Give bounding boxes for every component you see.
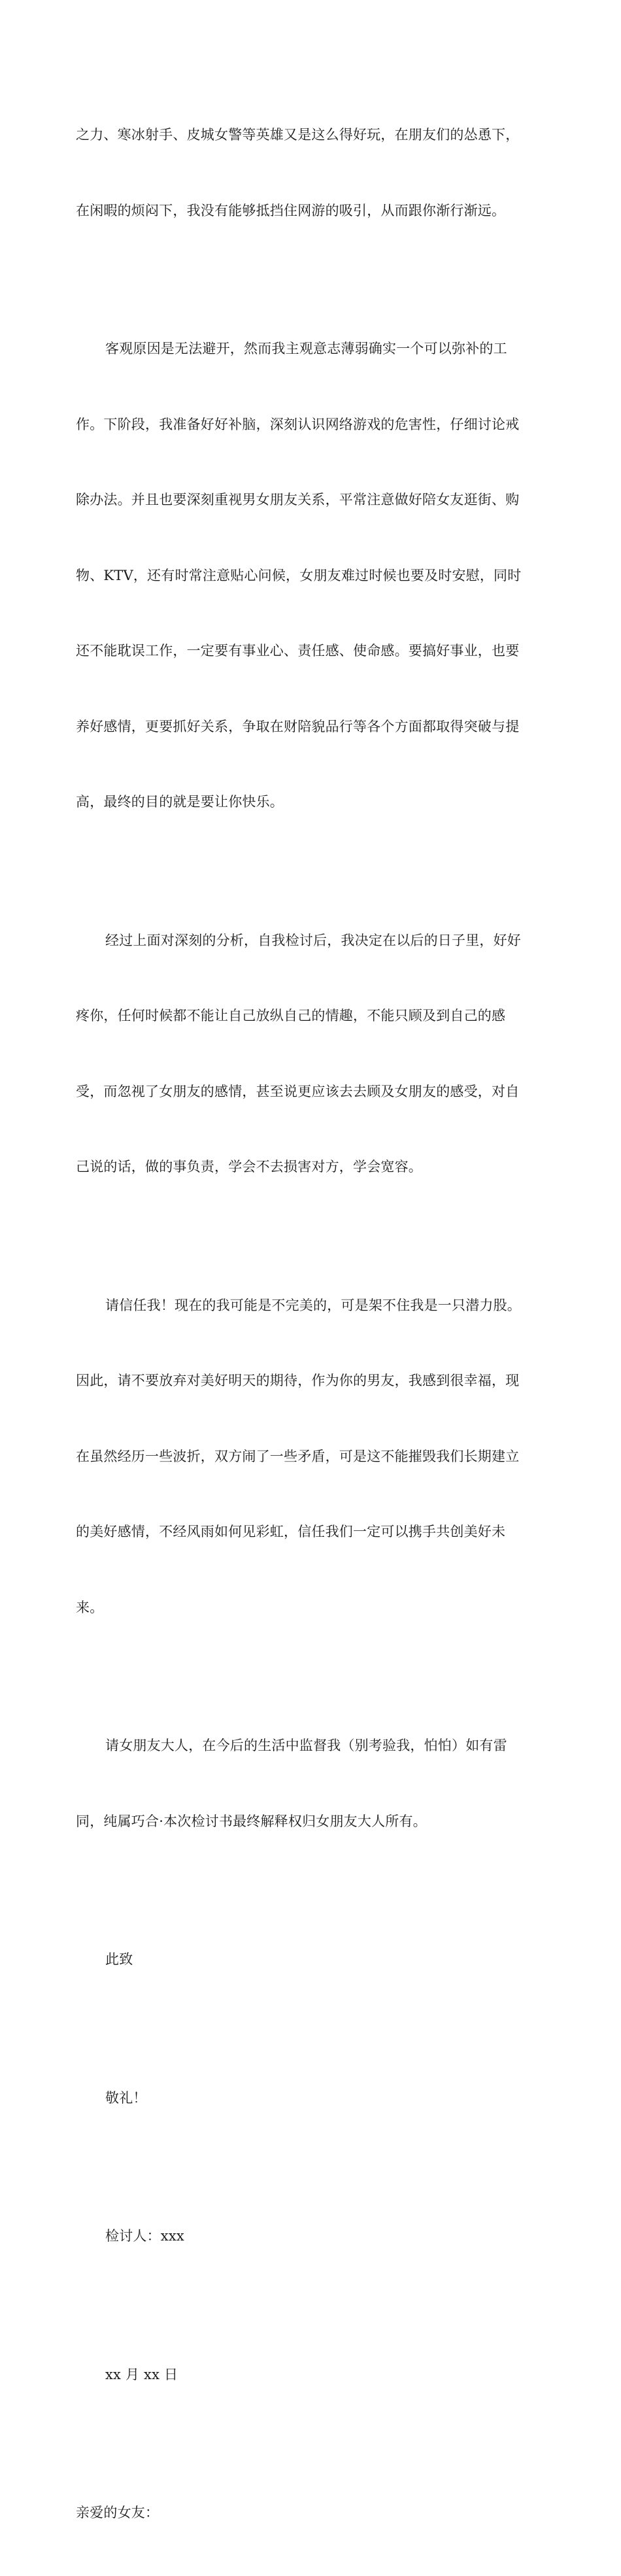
paragraph-line: 己说的话，做的事负责，学会不去损害对方，学会宽容。: [76, 1159, 422, 1175]
paragraph-5: [76, 1683, 545, 1884]
salute-line: [76, 2035, 545, 2161]
salute-text: 敬礼！: [105, 2089, 147, 2106]
closing-text: 此致: [105, 1951, 133, 1967]
paragraph-line: 来。: [76, 1599, 104, 1615]
paragraph-line: 物、KTV，还有时常注意贴心问候，女朋友难过时候也要及时安慰，同时: [76, 567, 522, 583]
date-line: [76, 2312, 545, 2438]
paragraph-line: 请女朋友大人，在今后的生活中监督我（别考验我，怕怕）如有雷: [105, 1738, 507, 1753]
closing-line: [76, 1897, 545, 2023]
paragraph-line: 作。下阶段，我准备好好补脑，深刻认识网络游戏的危害性，仔细讨论戒: [76, 416, 520, 432]
paragraph-line: 同，纯属巧合·本次检讨书最终解释权归女朋友大人所有。: [76, 1813, 427, 1829]
paragraph-line: 请信任我！现在的我可能是不完美的，可是架不住我是一只潜力股。: [105, 1297, 521, 1313]
paragraph-line: 的美好感情，不经风雨如何见彩虹，信任我们一定可以携手共创美好未: [76, 1524, 506, 1539]
paragraph-line: 高，最终的目的就是要让你快乐。: [76, 794, 284, 810]
paragraph-2: [76, 286, 545, 865]
date-text: xx 月 xx 日: [105, 2366, 178, 2382]
paragraph-line: 经过上面对深刻的分析，自我检讨后，我决定在以后的日子里，好好: [105, 932, 521, 948]
paragraph-line: 疼你，任何时候都不能让自己放纵自己的情趣，不能只顾及到自己的感: [76, 1008, 506, 1023]
signature-text: 检讨人：xxx: [105, 2228, 184, 2244]
paragraph-line: 因此，请不要放弃对美好明天的期待，作为你的男友，我感到很幸福，现: [76, 1373, 520, 1388]
paragraph-line: 养好感情，更要抓好关系，争取在财陪貌品行等各个方面都取得突破与提: [76, 718, 520, 734]
paragraph-line: 在闲暇的烦闷下，我没有能够抵挡住网游的吸引，从而跟你渐行渐远。: [76, 202, 506, 218]
paragraph-line: 客观原因是无法避开，然而我主观意志薄弱确实一个可以弥补的工: [105, 341, 507, 356]
paragraph-1: [76, 72, 545, 273]
paragraph-4: [76, 1243, 545, 1671]
paragraph-line: 还不能耽误工作，一定要有事业心、责任感、使命感。要搞好事业，也要: [76, 643, 520, 659]
signature-line: [76, 2173, 545, 2299]
greeting-line: [76, 2450, 545, 2576]
greeting-text: 亲爱的女友：: [76, 2505, 159, 2520]
paragraph-line: 受，而忽视了女朋友的感情，甚至说更应该去去顾及女朋友的感受，对自: [76, 1083, 520, 1099]
letter-body: [76, 72, 545, 2576]
paragraph-line: 除办法。并且也要深刻重视男女朋友关系，平常注意做好陪女友逛街、购: [76, 492, 520, 507]
paragraph-line: 之力、寒冰射手、皮城女警等英雄又是这么得好玩，在朋友们的怂恿下，: [76, 127, 520, 143]
paragraph-3: [76, 878, 545, 1230]
paragraph-line: 在虽然经历一些波折，双方闹了一些矛盾，可是这不能摧毁我们长期建立: [76, 1448, 520, 1464]
